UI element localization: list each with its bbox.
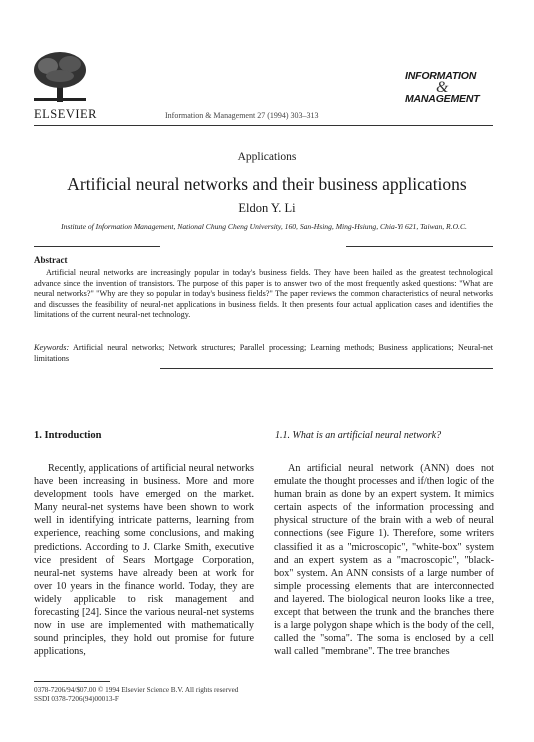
section-label: Applications xyxy=(237,151,297,163)
article-title: Artificial neural networks and their business applications xyxy=(67,174,467,194)
header-divider xyxy=(34,125,493,126)
divider-right xyxy=(346,246,493,247)
keywords-list: Artificial neural networks; Network structures; Parallel processing; Learning methods; Business applications; Neural-net limitations xyxy=(34,343,493,363)
copyright-line: 0378-7206/94/$07.00 © 1994 Elsevier Science B.V. All rights reserved xyxy=(34,686,239,694)
subsection-heading: 1.1. What is an artificial neural network? xyxy=(275,430,442,441)
divider-left xyxy=(34,246,160,247)
journal-citation: Information & Management 27 (1994) 303–313 xyxy=(165,111,319,120)
abstract-divider xyxy=(160,368,493,369)
subsection-paragraph: An artificial neural network (ANN) does not emulate the thought processes and if/then logic of the human brain as done by an expert system. It mimics certain aspects of the information processing and physical structure of the brain with a web of neural connections (see Figure 1). Therefore, some writers classified it as a "microscopic", "white-box" system and an expert system as a "macroscopic", "black-box" system. An ANN consists of a large number of simple processing elements that are interconnected and layered. The biological neuron looks like a tree, except that between the trunk and the branches there is a large polygon shape which is the body of the cell, called the "soma". The soma is enclosed by a cell wall called "membrane". The tree branches xyxy=(274,463,494,658)
publisher-name: ELSEVIER xyxy=(34,107,98,121)
keywords xyxy=(34,343,493,364)
journal-logo-ampersand: & xyxy=(436,79,449,96)
keywords-label: Keywords: xyxy=(34,343,70,352)
ssdi-line: SSDI 0378-7206(94)00013-F xyxy=(34,695,119,703)
elsevier-tree-logo xyxy=(30,50,90,104)
author-name: Eldon Y. Li xyxy=(238,201,296,215)
abstract-heading: Abstract xyxy=(34,255,68,265)
journal-logo-line1: INFORMATION xyxy=(405,70,477,82)
journal-logo-line2: MANAGEMENT xyxy=(405,93,480,105)
footer-divider xyxy=(34,681,110,682)
introduction-heading: 1. Introduction xyxy=(34,430,102,441)
abstract-text: Artificial neural networks are increasingly popular in today's business fields. They have been hailed as the greatest technological advance since the invention of transistors. The purpose of this paper is to answer two of the most frequently asked questions: "What are neural networks?" "Why are they so popular in today's business fields?" The paper reviews the common characteristics of neural networks and discusses the feasibility of neural-net applications in business fields. It then presents four actual application cases and identifies the limitations of the current neural-net technology. xyxy=(34,268,493,320)
introduction-paragraph: Recently, applications of artificial neural networks have been increasing in business. More and more development tools have emerged on the market. Many neural-net systems have been shown to work well in identifying intricate patterns, learning from experience, reaching some conclusions, and making predictions. According to J. Clarke Smith, executive vice president of Sears Mortgage Corporation, neural-net systems have already been at work for over 10 years in the finance world. Today, they are widely applicable to risk management and forecasting [24]. Since the various neural-net systems now in use are implemented with mathematically sound principles, they hold out promise for future applications, xyxy=(34,463,254,658)
copyright-notice xyxy=(34,686,238,704)
author-affiliation: Institute of Information Management, National Chung Cheng University, 160, San-Hsing, Ming-Hsiung, Chia-Yi 621, Taiwan, R.O.C. xyxy=(61,222,467,231)
